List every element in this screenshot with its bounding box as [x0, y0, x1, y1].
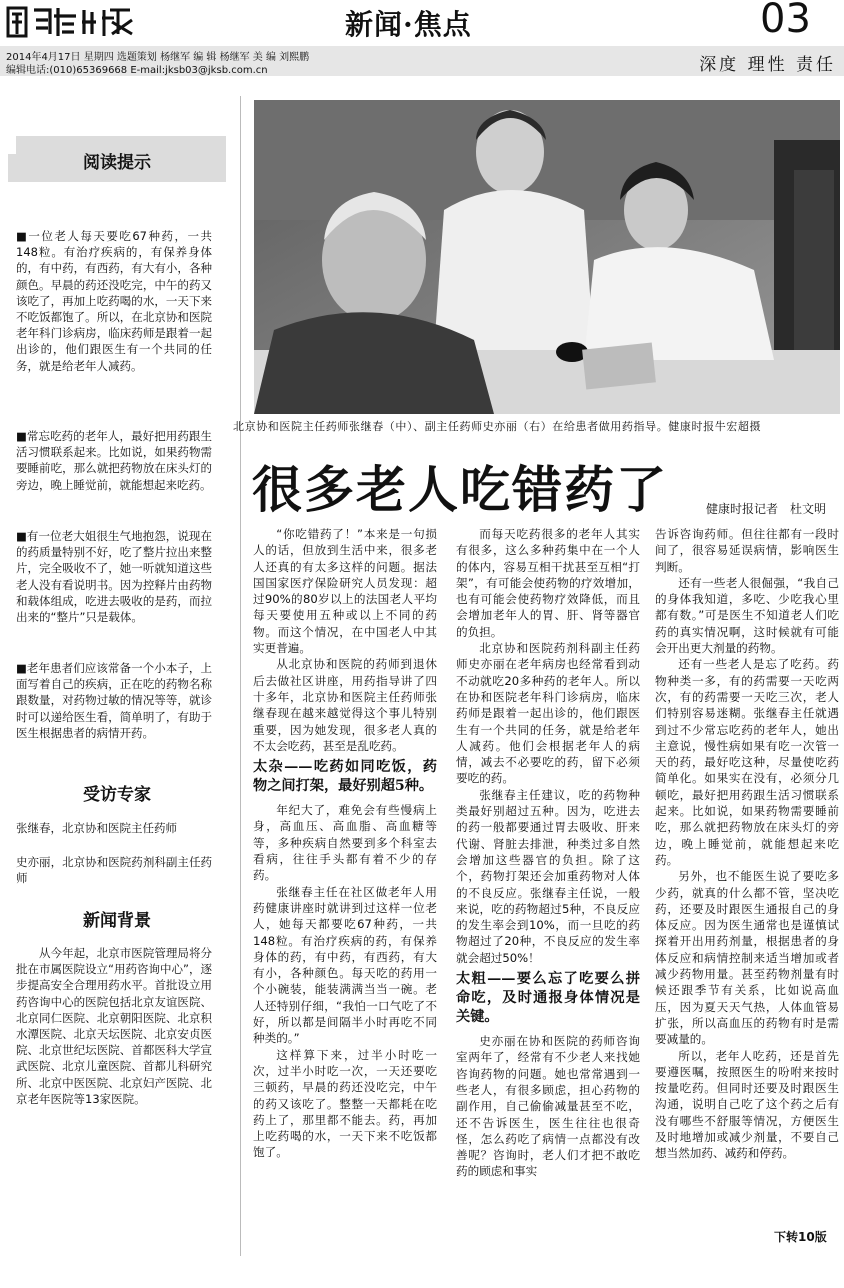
edition-contact: 编辑电话:(010)65369668 E-mail:jksb03@jksb.com.cn	[6, 65, 268, 76]
article-paragraph: 北京协和医院药剂科副主任药师史亦丽在老年病房也经常看到动不动就吃20多种药的老年人。所以在协和医院老年科门诊病房，临床药师是跟着一起出诊的，他们跟医生有一个共同的任务，就是给老年人减药。他们会根据老年人的病情，减去不必要吃的药，留下必须要吃的药。	[456, 641, 640, 786]
column-divider	[240, 96, 241, 1256]
article-paragraph: 这样算下来，过半小时吃一次，过半小时吃一次，一天还要吃三顿药，早晨的药还没吃完，中午的药又该吃了。整整一天都耗在吃药上了，那里都不能去。药，再加上吃药喝的水，一天下来不吃饭都饱了。	[253, 1047, 437, 1160]
reading-tips-title: 阅读提示	[83, 153, 151, 173]
article-paragraph: 年纪大了，难免会有些慢病上身，高血压、高血脂、高血糖等等，多种疾病自然要到多个科室去看病，往往手头都有着不少的存药。	[253, 803, 437, 883]
reading-tip: ■有一位老大姐很生气地抱怨，说现在的药质量特别不好，吃了整片拉出来整片，完全吸收不了，她一听就知道这些老人没有看说明书。因为控释片由药物和载体组成，吃进去吸收的是药，而拉出来的“整片”只是载体。	[16, 529, 212, 625]
expert-entry: 张继春，北京协和医院主任药师	[16, 821, 177, 835]
photo-caption: 北京协和医院主任药师张继春（中）、副主任药师史亦丽（右）在给患者做用药指导。健康时报牛宏超摄	[233, 420, 762, 433]
article-paragraph: 张继春主任在社区做老年人用药健康讲座时就讲到过这样一位老人，她每天都要吃67种药，一共148粒。有治疗疾病的药，有保养身体的药，有中药，有西药，有大有小，各种颜色。每天吃的药用一个小碗装，能装满满当当一碗。老人还特别仔细，“我怕一口气吃了不好，所以都是间隔半小时再吃不同种类的。”	[253, 884, 437, 1046]
article-paragraph: 从北京协和医院的药师到退休后去做社区讲座，用药指导讲了四十多年，北京协和医院主任药师张继春现在越来越觉得这个事儿特别重要，因为她发现，很多老人真的不太会吃药，甚至是乱吃药。	[253, 657, 437, 753]
doctors-with-patient-photo	[254, 100, 840, 414]
news-background-title: 新闻背景	[83, 911, 151, 931]
article-paragraph: 还有一些老人很倔强，“我自己的身体我知道，多吃、少吃我心里都有数。”可是医生不知道老人们吃药的真实情况啊，这时候就有可能会开出更大剂量的药物。	[655, 575, 839, 656]
article-subheading: 太杂——吃药如同吃饭，药物之间打架，最好别超5种。	[253, 759, 437, 795]
article-paragraph: “你吃错药了！”本来是一句损人的话，但放到生活中来，很多老人还真的有太多这样的问题。据法国国家医疗保险研究人员发现：超过90%的80岁以上的法国老人平均每天要使用五种或以上不同的药物。而这个情况，在中国老人中其实更普遍。	[253, 527, 437, 656]
logo-icon	[6, 4, 136, 40]
page-number: 03	[760, 0, 811, 42]
article-column-1	[253, 526, 437, 1161]
article-paragraph: 告诉咨询药师。但往往都有一段时间了，很容易延误病情，影响医生判断。	[655, 527, 839, 574]
article-paragraph: 还有一些老人是忘了吃药。药物种类一多，有的药需要一天吃两次，有的药需要一天吃三次，老人们特别容易迷糊。张继春主任就遇到过不少常忘吃药的老年人，她出主意说，慢性病如果有吃一次管一天的药，最好吃这种，尽量使吃药简单化。如果实在没有，必须分几顿吃，最好把用药跟生活习惯联系起来。比如说，如果药物需要睡前吃，那么就把药物放在床头灯的旁边，晚上睡觉前，就能想起来吃药。	[655, 657, 839, 867]
article-paragraph: 张继春主任建议，吃的药物种类最好别超过五种。因为，吃进去的药一般都要通过胃去吸收、肝来代谢、肾脏去排泄，种类过多自然会增加这些器官的负担。除了这个，药物打架还会加重药物对人体的不良反应。张继春主任说，一般来说，吃的药物超过5种，不良反应的发生率会到10%，而一旦吃的药物超过了20种，不良反应的发生率就会超过50%！	[456, 787, 640, 965]
article-headline: 很多老人吃错药了	[252, 460, 668, 519]
edition-credits: 2014年4月17日 星期四 选题策划 杨继军 编 辑 杨继军 美 编 刘熙鹏	[6, 52, 310, 63]
article-paragraph: 史亦丽在协和医院的药师咨询室两年了，经常有不少老人来找她咨询药物的问题。她也常常遇到一些老人，有很多顾虑，担心药物的副作用，自己偷偷减量甚至不吃，还不告诉医生，医生往往也很奇怪，怎么药吃了病情一点都没有改善呢？咨询时，老人们才把不敢吃药的顾虑和事实	[456, 1034, 640, 1179]
reading-tip: ■老年患者们应该常备一个小本子，上面写着自己的疾病，正在吃的药物名称跟数量，对药物过敏的情况等等，就诊时可以递给医生看，简单明了，有助于医生根据患者的病情开药。	[16, 661, 212, 740]
reading-tip: ■一位老人每天要吃67种药，一共148粒。有治疗疾病的，有保养身体的，有中药，有西药，有大有小，各种颜色。早晨的药还没吃完，中午的药又该吃了，再加上吃药喝的水，一天下来不吃饭都饱了。所以，在北京协和医院老年科门诊病房，临床药师是跟着一起出诊的，他们跟医生有一个共同的任务，就是给老年人减药。	[16, 229, 212, 373]
news-background-text: 从今年起，北京市医院管理局将分批在市属医院设立“用药咨询中心”，逐步提高安全合理用药水平。首批设立用药咨询中心的医院包括北京友谊医院、北京同仁医院、北京朝阳医院、北京积水潭医院、北京天坛医院、北京安贞医院、北京世纪坛医院、首都医科大学宣武医院、北京儿童医院、首都儿科研究所、北京中医医院、北京妇产医院、北京老年医院等13家医院。	[16, 946, 212, 1106]
article-paragraph: 所以，老年人吃药，还是首先要遵医嘱，按照医生的吩咐来按时按量吃药。但同时还要及时跟医生沟通，说明自己吃了这个药之后有没有哪些不舒服等情况，方便医生及时地增加或减少剂量，不要自己想当然加药、减药和停药。	[655, 1048, 839, 1161]
article-paragraph: 另外，也不能医生说了要吃多少药，就真的什么都不管，坚决吃药，还要及时跟医生通报自己的身体反应。因为医生通常也是谨慎试探着开出用药剂量，根据患者的身体反应和病情控制来适当增加或者减少药物用量。甚至药物剂量有时候还跟季节有关系，比如说高血压，因为夏天天气热，人体血管易扩张，所以高血压的药物有时是需要减量的。	[655, 869, 839, 1047]
article-paragraph: 而每天吃药很多的老年人其实有很多，这么多种药集中在一个人的体内，容易互相干扰甚至互相“打架”，有可能会使药物的疗效增加，也有可能会使药物疗效降低，而且会增加老年人的胃、肝、肾等器官的负担。	[456, 527, 640, 639]
article-column-3	[655, 526, 839, 1162]
news-photo	[254, 100, 840, 414]
newspaper-logo	[6, 4, 136, 40]
article-subheading: 太粗——要么忘了吃要么拼命吃，及时通报身体情况是关键。	[456, 971, 640, 1026]
experts-title: 受访专家	[83, 785, 151, 805]
reading-tips-header	[8, 136, 226, 182]
article-column-2	[456, 526, 640, 1180]
reading-tip: ■常忘吃药的老年人，最好把用药跟生活习惯联系起来。比如说，如果药物需要睡前吃，那么就把药物放在床头灯的旁边，晚上睡觉前，就能想起来吃药。	[16, 429, 212, 492]
expert-entry: 史亦丽，北京协和医院药剂科副主任药师	[16, 855, 212, 886]
article-byline: 健康时报记者 杜文明	[706, 502, 827, 516]
continued-on-page-link[interactable]: 下转10版	[774, 1230, 827, 1244]
section-title: 新闻·焦点	[345, 8, 472, 41]
motto: 深度 理性 责任	[699, 55, 836, 75]
